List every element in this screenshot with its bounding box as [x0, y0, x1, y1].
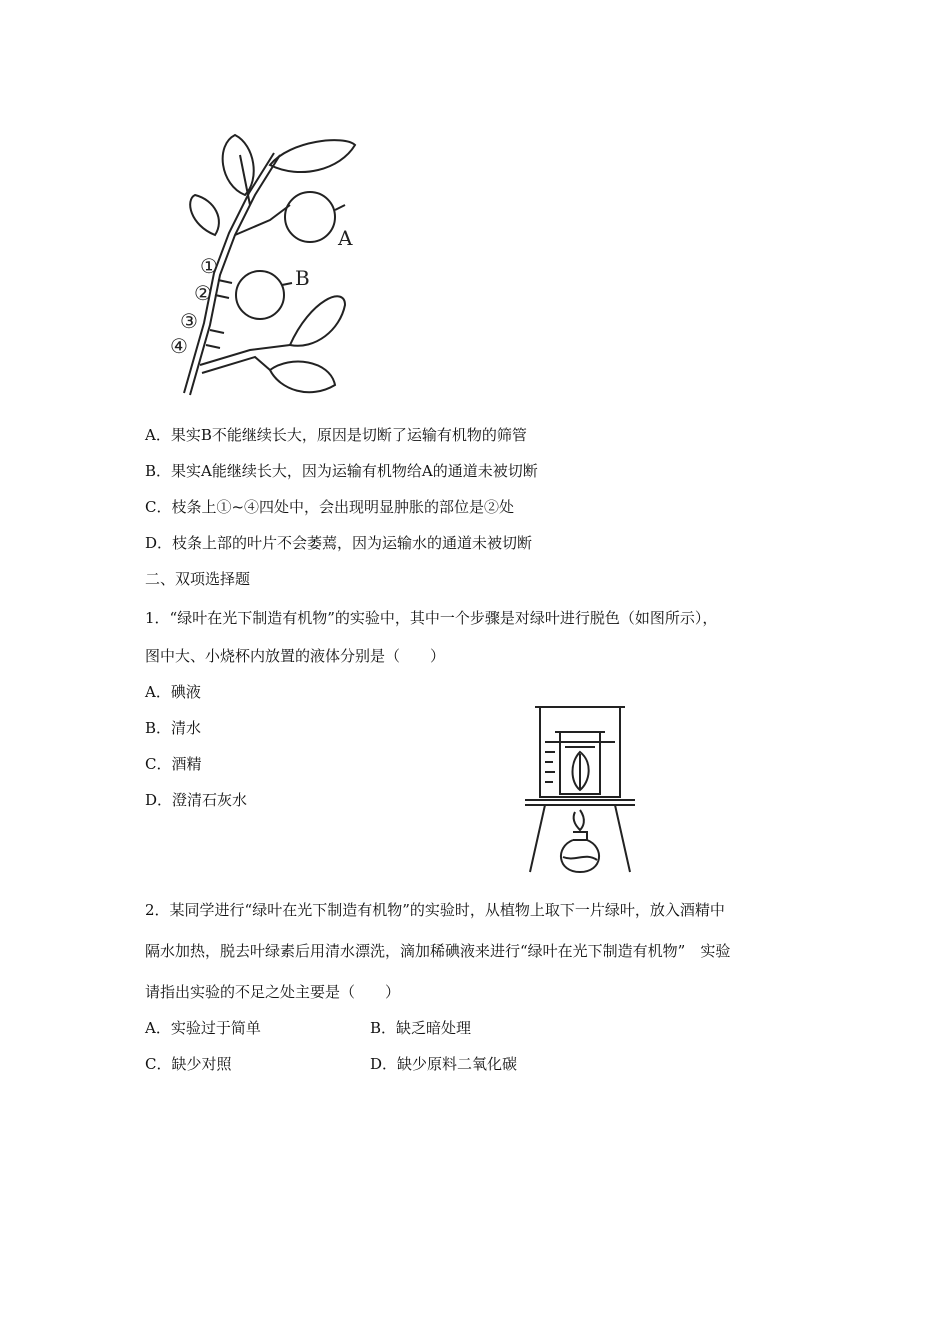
label-n2: ② [194, 281, 212, 305]
q2-option-c: C．缺少对照 [145, 1055, 232, 1073]
q1-option-b: B．清水 [145, 719, 202, 737]
q2-stem-line1: 2．某同学进行“绿叶在光下制造有机物”的实验时，从植物上取下一片绿叶，放入酒精中 [145, 901, 725, 919]
q1-option-d: D．澄清石灰水 [145, 791, 248, 809]
label-n4: ④ [170, 334, 188, 358]
q2-option-d: D．缺少原料二氧化碳 [370, 1055, 518, 1073]
label-n3: ③ [180, 309, 198, 333]
label-fruit-a: A [338, 226, 353, 250]
q1-stem-line2: 图中大、小烧杯内放置的液体分别是（ ） [145, 647, 446, 665]
prev-option-b: B．果实A能继续长大，因为运输有机物给A的通道未被切断 [145, 462, 538, 480]
q2-option-a: A．实验过于简单 [145, 1019, 261, 1037]
prev-option-c: C．枝条上①~④四处中，会出现明显肿胀的部位是②处 [145, 498, 515, 516]
section-title: 二、双项选择题 [145, 570, 251, 588]
label-fruit-b: B [295, 266, 310, 290]
q1-option-c: C．酒精 [145, 755, 202, 773]
q2-option-b: B．缺乏暗处理 [370, 1019, 472, 1037]
branch-figure [160, 125, 380, 415]
label-n1: ① [200, 254, 218, 278]
q1-option-a: A．碘液 [145, 683, 201, 701]
q1-stem-line1: 1．“绿叶在光下制造有机物”的实验中，其中一个步骤是对绿叶进行脱色（如图所示）， [145, 609, 718, 627]
prev-option-d: D．枝条上部的叶片不会萎蔫，因为运输水的通道未被切断 [145, 534, 533, 552]
q2-stem-line3: 请指出实验的不足之处主要是（ ） [145, 983, 401, 1001]
prev-option-a: A．果实B不能继续长大，原因是切断了运输有机物的筛管 [145, 426, 527, 444]
water-bath-figure [525, 702, 635, 877]
q2-stem-line2: 隔水加热，脱去叶绿素后用清水漂洗，滴加稀碘液来进行“绿叶在光下制造有机物” 实验 [145, 942, 731, 960]
